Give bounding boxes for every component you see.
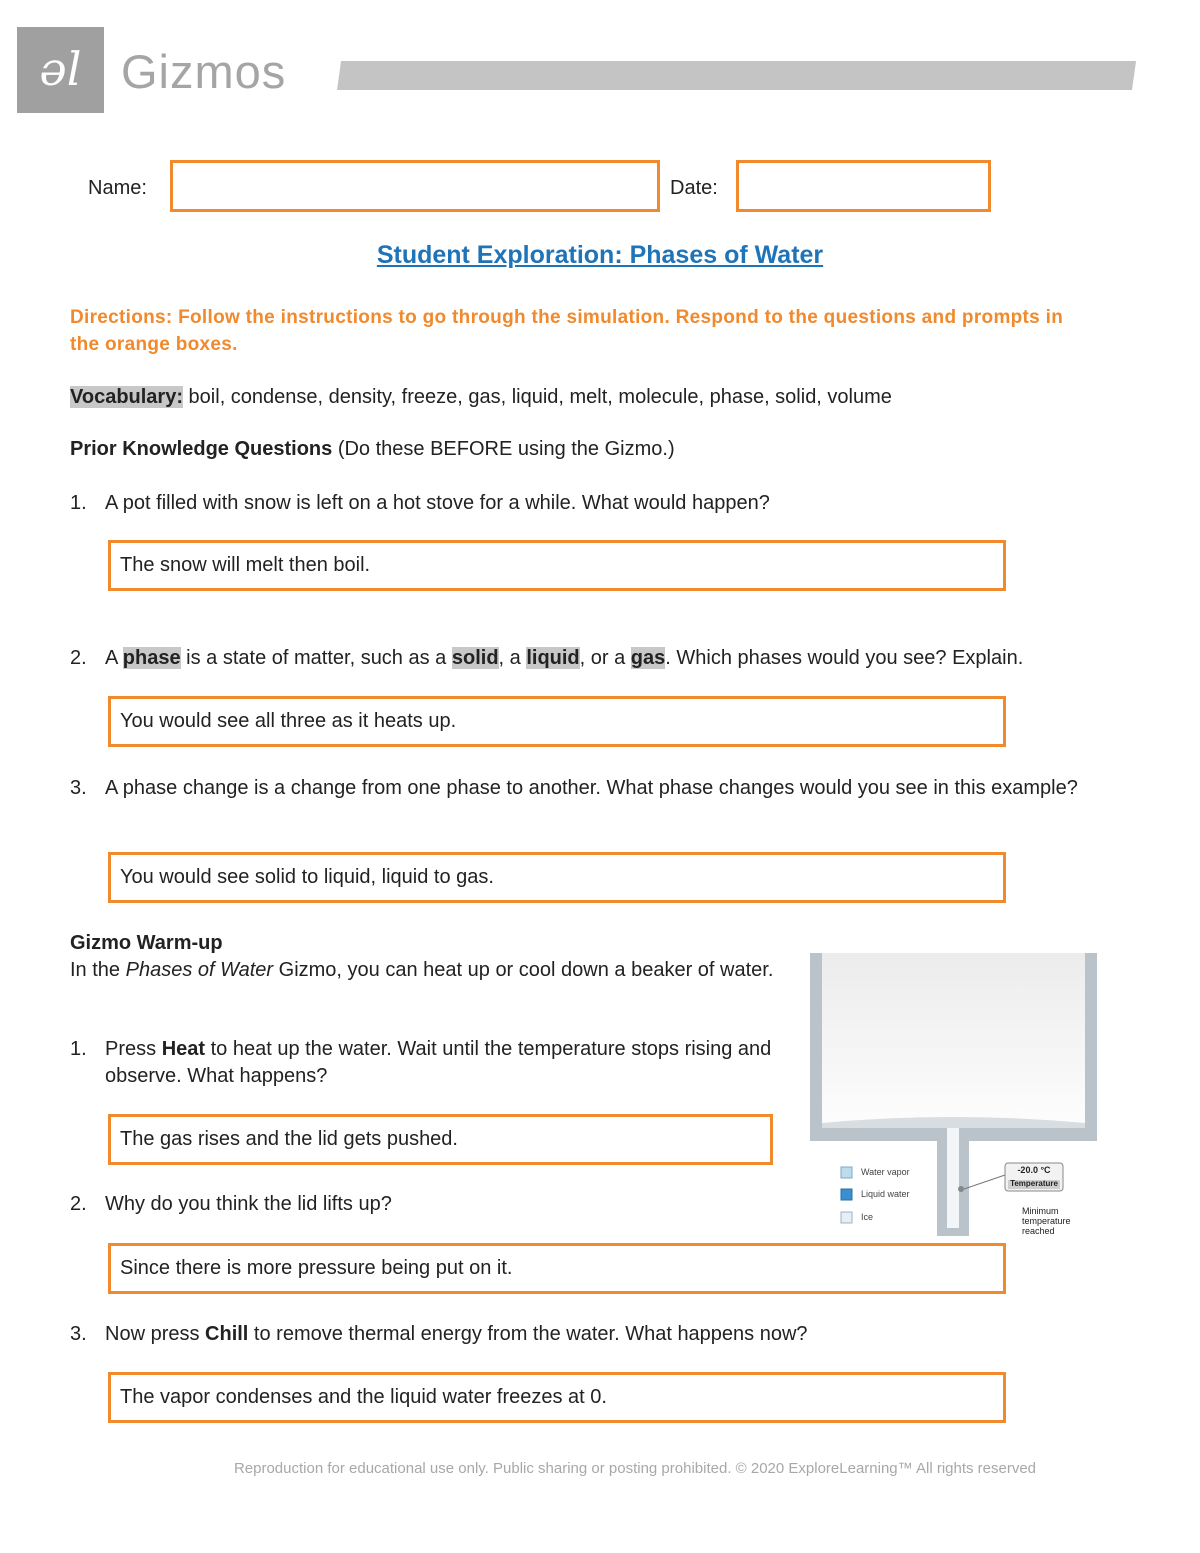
question-text: A phase change is a change from one phase to another. What phase changes would you see in this example? xyxy=(105,777,1078,799)
answer-text: Since there is more pressure being put on it. xyxy=(120,1257,513,1279)
text-run: Press xyxy=(105,1038,162,1060)
name-field[interactable] xyxy=(170,160,660,212)
question-number: 3. xyxy=(70,777,87,799)
text-run: . Which phases would you see? Explain. xyxy=(665,647,1024,669)
vocabulary-words: boil, condense, density, freeze, gas, liquid, melt, molecule, phase, solid, volume xyxy=(183,386,892,408)
answer-box[interactable] xyxy=(108,1372,1006,1423)
text-run: Now press xyxy=(105,1323,206,1345)
gizmo-name: Phases of Water xyxy=(125,959,274,981)
answer-box[interactable] xyxy=(108,1243,1006,1294)
logo xyxy=(17,27,104,113)
text-run: , a xyxy=(498,647,527,669)
term-phase: phase xyxy=(122,647,181,669)
min-temp-note: Minimum temperature reached xyxy=(1022,1206,1071,1236)
beaker-interior xyxy=(822,953,1085,1128)
legend-liquid-label: Liquid water xyxy=(861,1189,910,1199)
legend-vapor-swatch xyxy=(841,1167,852,1178)
term-solid: solid xyxy=(451,647,499,669)
question-number: 1. xyxy=(70,492,87,514)
answer-text: The vapor condenses and the liquid water freezes at 0. xyxy=(120,1386,607,1408)
brand-name: Gizmos xyxy=(121,45,287,98)
text-run: to remove thermal energy from the water. What happens now? xyxy=(248,1323,808,1345)
footer: Reproduction for educational use only. Public sharing or posting prohibited. © 2020 ExploreLearning™ All rights reserved xyxy=(233,1460,1037,1477)
text-run: In the xyxy=(70,959,126,981)
text-run: Gizmo, you can heat up or cool down a beaker of water. xyxy=(273,959,774,981)
question-number: 3. xyxy=(70,1323,87,1345)
legend-liquid-swatch xyxy=(841,1189,852,1200)
answer-box[interactable] xyxy=(108,852,1006,903)
logo-mark: əl xyxy=(39,42,82,96)
question-text xyxy=(105,645,1125,672)
chill-term: Chill xyxy=(205,1323,249,1345)
page-title: Student Exploration: Phases of Water xyxy=(376,241,824,269)
header-bar xyxy=(337,61,1136,90)
vocabulary xyxy=(70,384,1130,411)
thermometer-pointer xyxy=(958,1186,964,1192)
answer-text: The gas rises and the lid gets pushed. xyxy=(120,1128,458,1150)
warmup-intro xyxy=(70,957,780,984)
date-label: Date: xyxy=(670,177,718,199)
beaker-figure xyxy=(809,953,1099,1238)
prior-knowledge-title: Prior Knowledge Questions xyxy=(70,438,333,460)
temperature-value: -20.0 °C xyxy=(1017,1165,1051,1175)
directions: Directions: Follow the instructions to go through the simulation. Respond to the questions and prompts in the orange boxes. xyxy=(70,307,1064,355)
prior-knowledge-note: (Do these BEFORE using the Gizmo.) xyxy=(332,438,675,460)
question-number: 2. xyxy=(70,647,87,669)
term-liquid: liquid xyxy=(526,647,580,669)
legend-vapor-label: Water vapor xyxy=(861,1167,910,1177)
name-label: Name: xyxy=(88,177,147,199)
warmup-heading: Gizmo Warm-up xyxy=(70,932,223,954)
beaker-diagram xyxy=(809,953,1099,1238)
text-run: A xyxy=(105,647,123,669)
question-number: 2. xyxy=(70,1193,87,1215)
question-text xyxy=(105,1321,1105,1348)
question-text xyxy=(105,1036,795,1090)
question-number: 1. xyxy=(70,1038,87,1060)
heat-term: Heat xyxy=(161,1038,206,1060)
legend-ice-swatch xyxy=(841,1212,852,1223)
text-run: , or a xyxy=(579,647,631,669)
answer-box[interactable] xyxy=(108,540,1006,591)
prior-knowledge-heading xyxy=(70,436,1130,463)
vocabulary-label: Vocabulary: xyxy=(70,386,183,408)
legend-ice-label: Ice xyxy=(861,1212,874,1222)
temperature-label: Temperature xyxy=(1010,1179,1058,1188)
term-gas: gas xyxy=(630,647,666,669)
question-text: A pot filled with snow is left on a hot stove for a while. What would happen? xyxy=(105,492,770,514)
thermometer-tube xyxy=(947,1128,959,1228)
answer-text: You would see all three as it heats up. xyxy=(120,710,457,732)
answer-text: The snow will melt then boil. xyxy=(120,554,371,576)
answer-box[interactable] xyxy=(108,696,1006,747)
text-run: is a state of matter, such as a xyxy=(180,647,452,669)
answer-text: You would see solid to liquid, liquid to gas. xyxy=(120,866,494,888)
text-run: to heat up the water. Wait until the temperature stops rising and observe. What happens? xyxy=(105,1038,772,1087)
date-field[interactable] xyxy=(736,160,991,212)
question-text: Why do you think the lid lifts up? xyxy=(105,1193,392,1215)
answer-box[interactable] xyxy=(108,1114,773,1165)
pointer-line xyxy=(964,1175,1005,1189)
